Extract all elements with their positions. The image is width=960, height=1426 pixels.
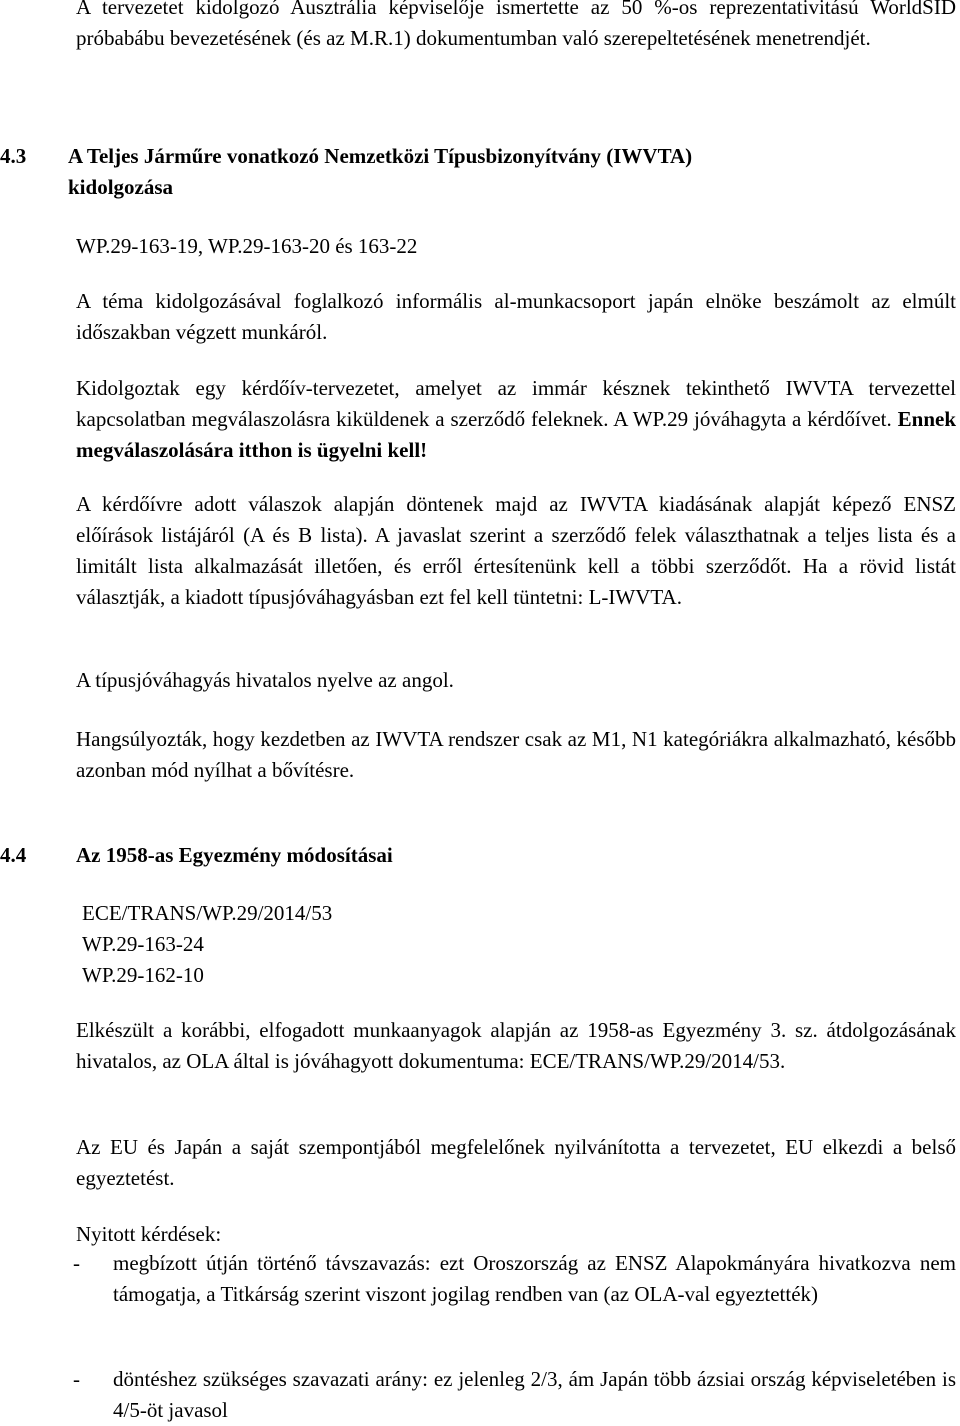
bullet-item (73, 1248, 956, 1310)
bullet-text: megbízott útján történő távszavazás: ezt Oroszország az ENSZ Alapokmányára hivatkozva nem támogatja, a Titkárság szerint viszont jogilag rendben van (az OLA-val egyeztették) (113, 1251, 956, 1306)
section-4-4-number: 4.4 (0, 843, 27, 867)
section-4-3-paragraph-2 (76, 373, 956, 466)
section-4-3-paragraph-4: A típusjóváhagyás hivatalos nyelve az angol. (76, 668, 454, 692)
bullet-item (73, 1364, 956, 1426)
intro-paragraph: A tervezetet kidolgozó Ausztrália képviselője ismertette az 50 %-os reprezentativitású WorldSID próbabábu bevezetésének (és az M.R.1) dokumentumban való szerepeltetésének menetrendjét. (76, 0, 956, 50)
bullet-dash: - (73, 1367, 80, 1391)
section-4-3-refs: WP.29-163-19, WP.29-163-20 és 163-22 (76, 234, 418, 258)
section-4-4-paragraph-2: Az EU és Japán a saját szempontjából megfelelőnek nyilvánította a tervezetet, EU elkezdi a belső egyeztetést. (76, 1135, 956, 1190)
section-4-3-paragraph-5: Hangsúlyozták, hogy kezdetben az IWVTA rendszer csak az M1, N1 kategóriákra alkalmazható, később azonban mód nyílhat a bővítésre. (76, 727, 956, 782)
open-questions-label: Nyitott kérdések: (76, 1222, 222, 1246)
ref-line: WP.29-162-10 (82, 963, 204, 987)
section-4-3-title-line1: A Teljes Járműre vonatkozó Nemzetközi Típusbizonyítvány (IWVTA) (68, 144, 693, 168)
paragraph-2-emphasis: Ennek megválaszolására itthon is ügyelni kell! (76, 407, 957, 462)
section-4-3-paragraph-1: A téma kidolgozásával foglalkozó informális al-munkacsoport japán elnöke beszámolt az elmúlt időszakban végzett munkáról. (76, 289, 956, 344)
section-4-4-title: Az 1958-as Egyezmény módosításai (76, 843, 393, 867)
ref-line: ECE/TRANS/WP.29/2014/53 (82, 901, 333, 925)
paragraph-2-text: Kidolgoztak egy kérdőív-tervezetet, amelyet az immár késznek tekinthető IWVTA tervezettel kapcsolatban megválaszolásra kiküldenek a szerződő feleknek. A WP.29 jóváhagyta a kérdőívet. (76, 376, 956, 431)
section-4-3-title-line2: kidolgozása (68, 175, 174, 199)
section-4-4-refs (82, 898, 960, 991)
section-4-4-paragraph-1: Elkészült a korábbi, elfogadott munkaanyagok alapján az 1958-as Egyezmény 3. sz. átdolgozásának hivatalos, az OLA által is jóváhagyott dokumentuma: ECE/TRANS/WP.29/2014/53. (76, 1018, 956, 1073)
section-4-3-paragraph-3: A kérdőívre adott válaszok alapján döntenek majd az IWVTA kiadásának alapját képező ENSZ előírások listájáról (A és B lista). A javaslat szerint a szerződő felek választhatnak a teljes lista és a limitált lista alkalmazását illetően, és erről értesítenünk kell a többi szerződőt. Ha a rövid listát választják, a kiadott típusjóváhagyásban ezt fel kell tüntetni: L-IWVTA. (76, 492, 956, 609)
section-4-3-number: 4.3 (0, 144, 27, 168)
bullet-text: döntéshez szükséges szavazati arány: ez jelenleg 2/3, ám Japán több ázsiai ország képviseletében is 4/5-öt javasol (113, 1367, 956, 1422)
ref-line: WP.29-163-24 (82, 932, 204, 956)
bullet-dash: - (73, 1251, 80, 1275)
